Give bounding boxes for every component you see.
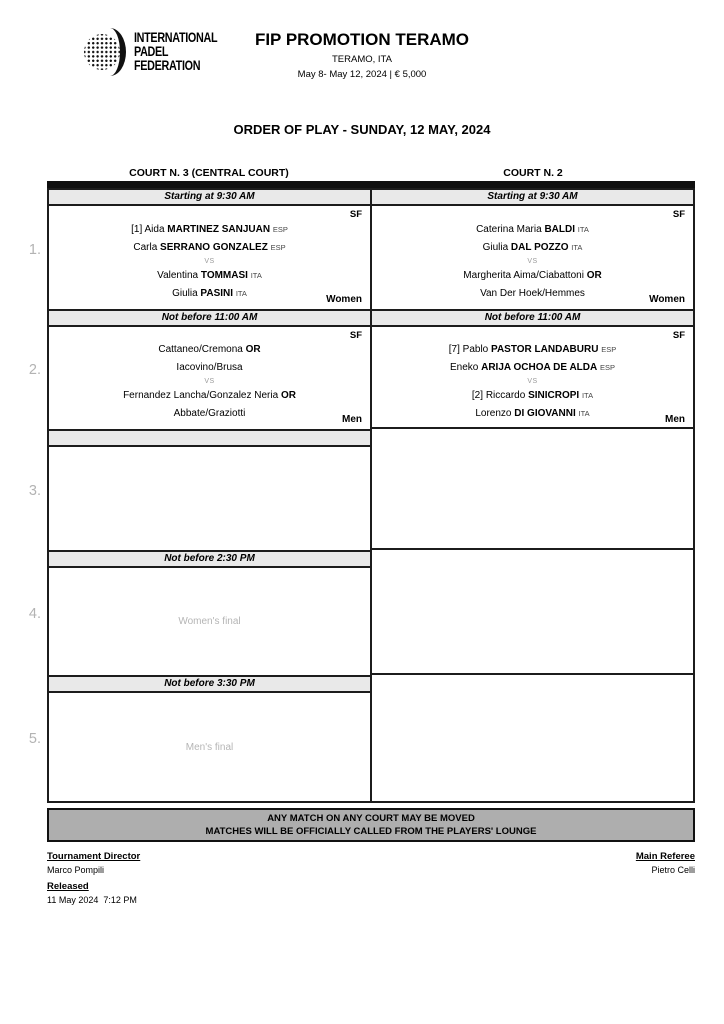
logo-line-1: INTERNATIONAL: [134, 30, 218, 45]
court3-slot-5: [47, 675, 372, 803]
round-label: SF: [672, 209, 685, 220]
round-label: SF: [349, 209, 362, 220]
notice-line-2: MATCHES WILL BE OFFICIALLY CALLED FROM THE PLAYERS' LOUNGE: [205, 826, 537, 837]
player-line: Margherita Aima/Ciabattoni OR: [463, 269, 602, 281]
court3-slot-4: [47, 550, 372, 677]
match-placeholder: Men's final: [185, 741, 234, 753]
match-row-1: [28, 188, 695, 311]
court2-slot-1: [370, 188, 695, 311]
vs-label: VS: [527, 378, 538, 385]
player-line: Caterina Maria BALDI ITA: [476, 223, 589, 235]
row-number: 1.: [28, 241, 41, 258]
row-number: 5.: [28, 731, 41, 747]
notice-banner: [47, 808, 695, 842]
match-cell: [370, 325, 695, 431]
ipf-logo-text: [134, 31, 217, 73]
teams-block: [57, 206, 362, 309]
teams-block: [380, 327, 685, 429]
player-line: Giulia DAL POZZO ITA: [482, 241, 583, 253]
released-datetime: 11 May 2024 7:12 PM: [47, 895, 137, 905]
player-line: Giulia PASINI ITA: [172, 287, 247, 299]
match-row-4: [28, 550, 695, 677]
tournament-dates-prize: May 8- May 12, 2024 | € 5,000: [297, 69, 427, 80]
time-header: Not before 11:00 AM: [370, 309, 695, 327]
time-header: Starting at 9:30 AM: [47, 188, 372, 206]
swoosh-arc-icon: [94, 28, 126, 76]
match-cell: [47, 325, 372, 431]
row-number: 3.: [28, 482, 41, 499]
match-row-2: [28, 309, 695, 431]
teams-block: [380, 206, 685, 309]
empty-match-cell: [47, 445, 372, 552]
court-titles-row: [47, 167, 695, 179]
time-header: Starting at 9:30 AM: [370, 188, 695, 206]
ipf-logo: [84, 28, 238, 76]
match-placeholder: Women's final: [178, 616, 241, 627]
court-2-title: COURT N. 2: [503, 167, 563, 179]
final-match-cell: [47, 691, 372, 803]
logo-line-3: FEDERATION: [134, 58, 201, 73]
player-line: Valentina TOMMASI ITA: [157, 269, 262, 281]
player-line: [7] Pablo PASTOR LANDABURU ESP: [448, 344, 617, 355]
player-line: [2] Riccardo SINICROPI ITA: [471, 390, 594, 401]
tournament-location: TERAMO, ITA: [332, 54, 392, 65]
tournament-director-label: Tournament Director: [47, 851, 141, 862]
order-of-play-title: ORDER OF PLAY - SUNDAY, 12 MAY, 2024: [233, 122, 491, 137]
player-line: Cattaneo/Cremona OR: [158, 344, 261, 355]
court3-slot-3: [47, 429, 372, 552]
footer-right: [636, 851, 695, 911]
document-header: [0, 0, 724, 120]
player-line: Fernandez Lancha/Gonzalez Neria OR: [123, 390, 296, 401]
vs-label: VS: [204, 257, 215, 265]
player-line: Eneko ARIJA OCHOA DE ALDA ESP: [449, 362, 616, 373]
vs-label: VS: [204, 378, 215, 385]
match-row-3: [28, 429, 695, 552]
round-label: SF: [672, 330, 685, 341]
round-label: SF: [349, 330, 362, 341]
category-label: Women: [649, 294, 685, 305]
court2-slot-5: [370, 675, 695, 803]
footer-left: [47, 851, 140, 911]
released-label: Released: [47, 881, 89, 892]
main-referee-label: Main Referee: [635, 851, 695, 862]
category-label: Men: [342, 414, 362, 425]
empty-match-cell: [370, 427, 695, 552]
match-cell: [47, 204, 372, 311]
final-match-cell: [47, 566, 372, 677]
row-number: 4.: [28, 605, 41, 622]
teams-block: [57, 327, 362, 429]
footer-info: [47, 851, 695, 911]
tournament-title: FIP PROMOTION TERAMO: [254, 30, 470, 49]
player-line: Van Der Hoek/Hemmes: [480, 287, 585, 299]
match-cell: [370, 204, 695, 311]
player-line: [1] Aida MARTINEZ SANJUAN ESP: [131, 223, 288, 235]
court2-slot-2: [370, 309, 695, 431]
player-line: Lorenzo DI GIOVANNI ITA: [475, 408, 590, 419]
court-3-title: COURT N. 3 (CENTRAL COURT): [129, 167, 289, 179]
tournament-director-name: Marco Pompili: [47, 865, 105, 875]
empty-match-cell: [370, 673, 695, 803]
category-label: Women: [326, 294, 362, 305]
notice-line-1: ANY MATCH ON ANY COURT MAY BE MOVED: [267, 813, 475, 824]
main-referee-name: Pietro Celli: [651, 865, 695, 875]
order-of-play-table: [28, 181, 695, 803]
vs-label: VS: [527, 257, 538, 265]
player-line: Carla SERRANO GONZALEZ ESP: [133, 241, 286, 253]
player-line: Abbate/Graziotti: [173, 408, 246, 419]
player-line: Iacovino/Brusa: [176, 362, 243, 373]
time-header: Not before 2:30 PM: [47, 550, 372, 568]
category-label: Men: [665, 414, 685, 425]
court2-slot-4: [370, 550, 695, 677]
court3-slot-2: [47, 309, 372, 431]
match-row-5: [28, 675, 695, 803]
time-header: Not before 11:00 AM: [47, 309, 372, 327]
empty-match-cell: [370, 548, 695, 677]
time-header: Not before 3:30 PM: [47, 675, 372, 693]
court2-slot-3: [370, 429, 695, 552]
table-top-bar: [47, 181, 695, 188]
row-number: 2.: [28, 362, 41, 378]
court3-slot-1: [47, 188, 372, 311]
logo-line-2: PADEL: [134, 44, 169, 59]
